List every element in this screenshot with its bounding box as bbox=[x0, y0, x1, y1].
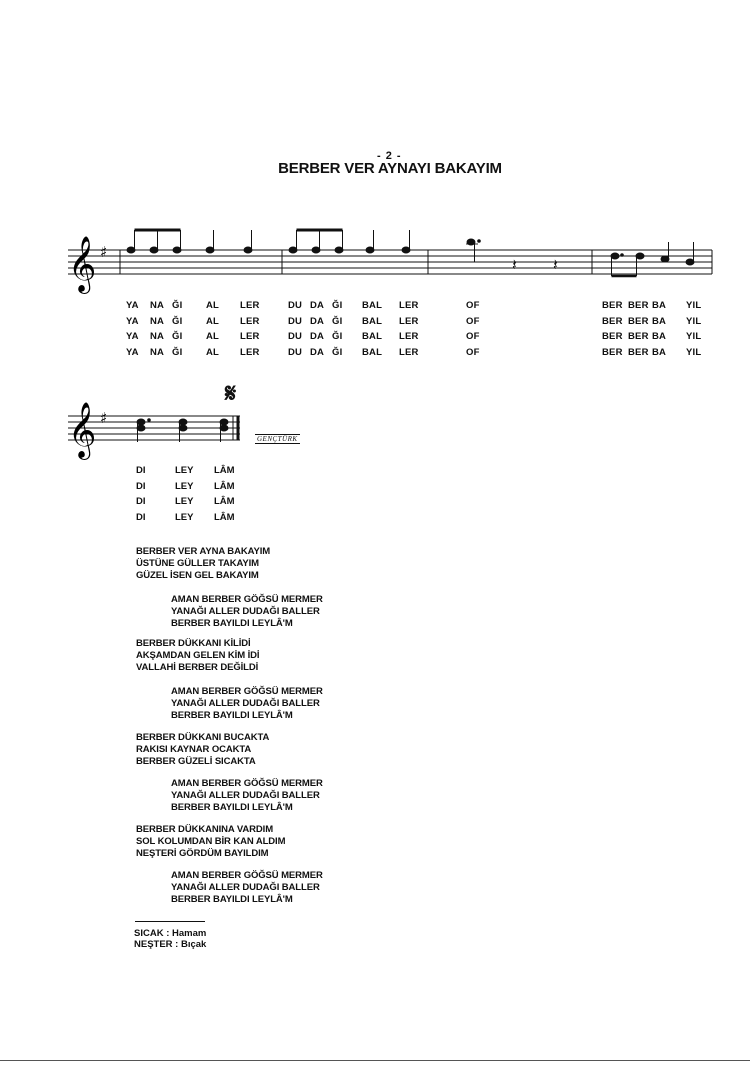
song-title: BERBER VER AYNAYI BAKAYIM bbox=[278, 160, 502, 177]
stanza-line: YANAĞI ALLER DUDAĞI BALLER bbox=[171, 790, 320, 801]
lyric-syllable: DU bbox=[288, 347, 303, 358]
lyric-syllable: YA bbox=[126, 331, 139, 342]
lyric-syllable: DI bbox=[136, 465, 146, 476]
footnote-nester: NEŞTER : Bıçak bbox=[134, 939, 207, 950]
lyric-syllable: BA bbox=[652, 331, 667, 342]
lyric-syllable: YA bbox=[126, 347, 139, 358]
footnote-divider bbox=[135, 921, 205, 922]
lyric-syllable: LER bbox=[399, 300, 419, 311]
stanza bbox=[136, 638, 259, 674]
stanza bbox=[136, 824, 285, 860]
stanza-line: ÜSTÜNE GÜLLER TAKAYIM bbox=[136, 558, 259, 569]
stanza-line: VALLAHİ BERBER DEĞİLDİ bbox=[136, 662, 259, 673]
sharp-icon: ♯ bbox=[100, 243, 108, 261]
lyric-syllable: BER bbox=[628, 316, 649, 327]
lyric-syllable: DU bbox=[288, 316, 303, 327]
lyric-syllable: YIL bbox=[686, 347, 702, 358]
stanza-line: AMAN BERBER GÖĞSÜ MERMER bbox=[171, 778, 323, 789]
lyric-syllable: LÂM bbox=[214, 496, 235, 507]
music-score bbox=[0, 0, 750, 480]
lyric-syllable: ĞI bbox=[172, 347, 183, 358]
lyric-syllable: DU bbox=[288, 300, 303, 311]
lyric-syllable: BA bbox=[652, 347, 667, 358]
stanza bbox=[171, 594, 323, 630]
stanza-line: BERBER VER AYNA BAKAYIM bbox=[136, 546, 271, 557]
lyric-syllable: AL bbox=[206, 316, 220, 327]
lyric-syllable: BER bbox=[628, 300, 649, 311]
stanza-line: YANAĞI ALLER DUDAĞI BALLER bbox=[171, 698, 320, 709]
quarter-rest-icon: 𝄽 bbox=[512, 255, 517, 274]
stanza-line: SOL KOLUMDAN BİR KAN ALDIM bbox=[136, 836, 286, 847]
lyric-syllable: LEY bbox=[175, 481, 194, 492]
stanza-line: BERBER BAYILDI LEYLÂ'M bbox=[171, 618, 293, 629]
stanza-line: AMAN BERBER GÖĞSÜ MERMER bbox=[171, 594, 323, 605]
stanza bbox=[171, 778, 323, 814]
lyric-syllable: LER bbox=[399, 331, 419, 342]
lyric-syllable: ĞI bbox=[332, 316, 343, 327]
lyric-syllable: LEY bbox=[175, 496, 194, 507]
stanza-line: BERBER BAYILDI LEYLÂ'M bbox=[171, 894, 293, 905]
stanza-line: AMAN BERBER GÖĞSÜ MERMER bbox=[171, 686, 323, 697]
stanza-line: NEŞTERİ GÖRDÜM BAYILDIM bbox=[136, 848, 269, 859]
lyric-syllable: ĞI bbox=[172, 316, 183, 327]
lyric-syllable: LÂM bbox=[214, 465, 235, 476]
lyric-syllable: NA bbox=[150, 331, 165, 342]
bar-3-notes bbox=[466, 239, 558, 274]
lyric-syllable: BA bbox=[652, 316, 667, 327]
lyric-syllable: DU bbox=[288, 331, 303, 342]
lyric-syllable: ĞI bbox=[332, 300, 343, 311]
lyric-syllable: BER bbox=[602, 316, 623, 327]
lyric-syllable: NA bbox=[150, 316, 165, 327]
lyric-syllable: YIL bbox=[686, 316, 702, 327]
treble-clef-icon: 𝄞 bbox=[68, 236, 97, 292]
lyric-syllable: AL bbox=[206, 331, 220, 342]
lyric-syllable: AL bbox=[206, 347, 220, 358]
lyric-syllable: BER bbox=[628, 347, 649, 358]
stanza bbox=[171, 870, 323, 906]
lyric-syllable: LER bbox=[240, 300, 260, 311]
lyric-syllable: YIL bbox=[686, 300, 702, 311]
stanza-line: BERBER BAYILDI LEYLÂ'M bbox=[171, 710, 293, 721]
lyric-syllable: DI bbox=[136, 481, 146, 492]
lyric-syllable: LEY bbox=[175, 512, 194, 523]
lyric-syllable: ĞI bbox=[172, 331, 183, 342]
lyric-syllable: ĞI bbox=[172, 300, 183, 311]
lyric-syllable: LER bbox=[240, 331, 260, 342]
lyric-syllable: BA bbox=[652, 300, 667, 311]
lyric-syllable: BER bbox=[628, 331, 649, 342]
lyric-syllable: DA bbox=[310, 331, 325, 342]
lyric-syllable: LÂM bbox=[214, 481, 235, 492]
publisher-stamp: GENÇTÜRK bbox=[257, 435, 298, 443]
stanza bbox=[136, 546, 270, 582]
stanza bbox=[136, 732, 269, 768]
lyric-syllable: BAL bbox=[362, 316, 383, 327]
lyric-syllable: OF bbox=[466, 331, 480, 342]
stanza-line: GÜZEL İSEN GEL BAKAYIM bbox=[136, 570, 259, 581]
segno-icon: 𝄋 bbox=[225, 378, 237, 408]
lyric-syllable: DA bbox=[310, 316, 325, 327]
quarter-rest-icon: 𝄽 bbox=[553, 255, 558, 274]
lyric-syllable: OF bbox=[466, 316, 480, 327]
lyric-syllable: BAL bbox=[362, 300, 383, 311]
lyric-syllable: ĞI bbox=[332, 331, 343, 342]
lyric-syllable: AL bbox=[206, 300, 220, 311]
lyric-syllable: LÂM bbox=[214, 512, 235, 523]
lyric-syllable: DI bbox=[136, 496, 146, 507]
stanza-line: BERBER GÜZELİ SICAKTA bbox=[136, 756, 256, 767]
lyric-syllable: YIL bbox=[686, 331, 702, 342]
lyric-syllable: YA bbox=[126, 300, 139, 311]
lyric-syllable: NA bbox=[150, 300, 165, 311]
lyric-syllable: OF bbox=[466, 300, 480, 311]
page-edge-line bbox=[0, 1060, 750, 1061]
stanza-line: BERBER DÜKKANINA VARDIM bbox=[136, 824, 274, 835]
page-number: - 2 - bbox=[377, 150, 402, 162]
lyric-syllable: DI bbox=[136, 512, 146, 523]
stanza-line: AMAN BERBER GÖĞSÜ MERMER bbox=[171, 870, 323, 881]
lyric-syllable: LER bbox=[399, 316, 419, 327]
lyric-syllable: DA bbox=[310, 347, 325, 358]
lyric-syllable: DA bbox=[310, 300, 325, 311]
bar-4-notes bbox=[611, 242, 694, 276]
stanza-line: BERBER DÜKKANI KİLİDİ bbox=[136, 638, 251, 649]
lyric-syllable: BAL bbox=[362, 347, 383, 358]
footnotes bbox=[134, 928, 206, 950]
lyric-syllable: BER bbox=[602, 347, 623, 358]
stanza-line: YANAĞI ALLER DUDAĞI BALLER bbox=[171, 882, 320, 893]
stanza-line: RAKISI KAYNAR OCAKTA bbox=[136, 744, 252, 755]
lyric-syllable: BAL bbox=[362, 331, 383, 342]
sharp-icon: ♯ bbox=[100, 409, 108, 427]
lyric-syllable: LER bbox=[240, 316, 260, 327]
lyric-syllable: LER bbox=[399, 347, 419, 358]
stanza bbox=[171, 686, 323, 722]
lyric-syllable: BER bbox=[602, 300, 623, 311]
lyric-syllable: NA bbox=[150, 347, 165, 358]
lyric-syllable: LER bbox=[240, 347, 260, 358]
stanza-line: YANAĞI ALLER DUDAĞI BALLER bbox=[171, 606, 320, 617]
lyric-syllable: OF bbox=[466, 347, 480, 358]
footnote-sicak: SICAK : Hamam bbox=[134, 928, 207, 939]
stanza-line: AKŞAMDAN GELEN KİM İDİ bbox=[136, 650, 260, 661]
lyric-syllable: LEY bbox=[175, 465, 194, 476]
lyric-syllable: YA bbox=[126, 316, 139, 327]
lyric-syllable: BER bbox=[602, 331, 623, 342]
lyric-syllable: ĞI bbox=[332, 347, 343, 358]
stanza-line: BERBER DÜKKANI BUCAKTA bbox=[136, 732, 270, 743]
treble-clef-icon: 𝄞 bbox=[68, 402, 97, 458]
stanza-line: BERBER BAYILDI LEYLÂ'M bbox=[171, 802, 293, 813]
